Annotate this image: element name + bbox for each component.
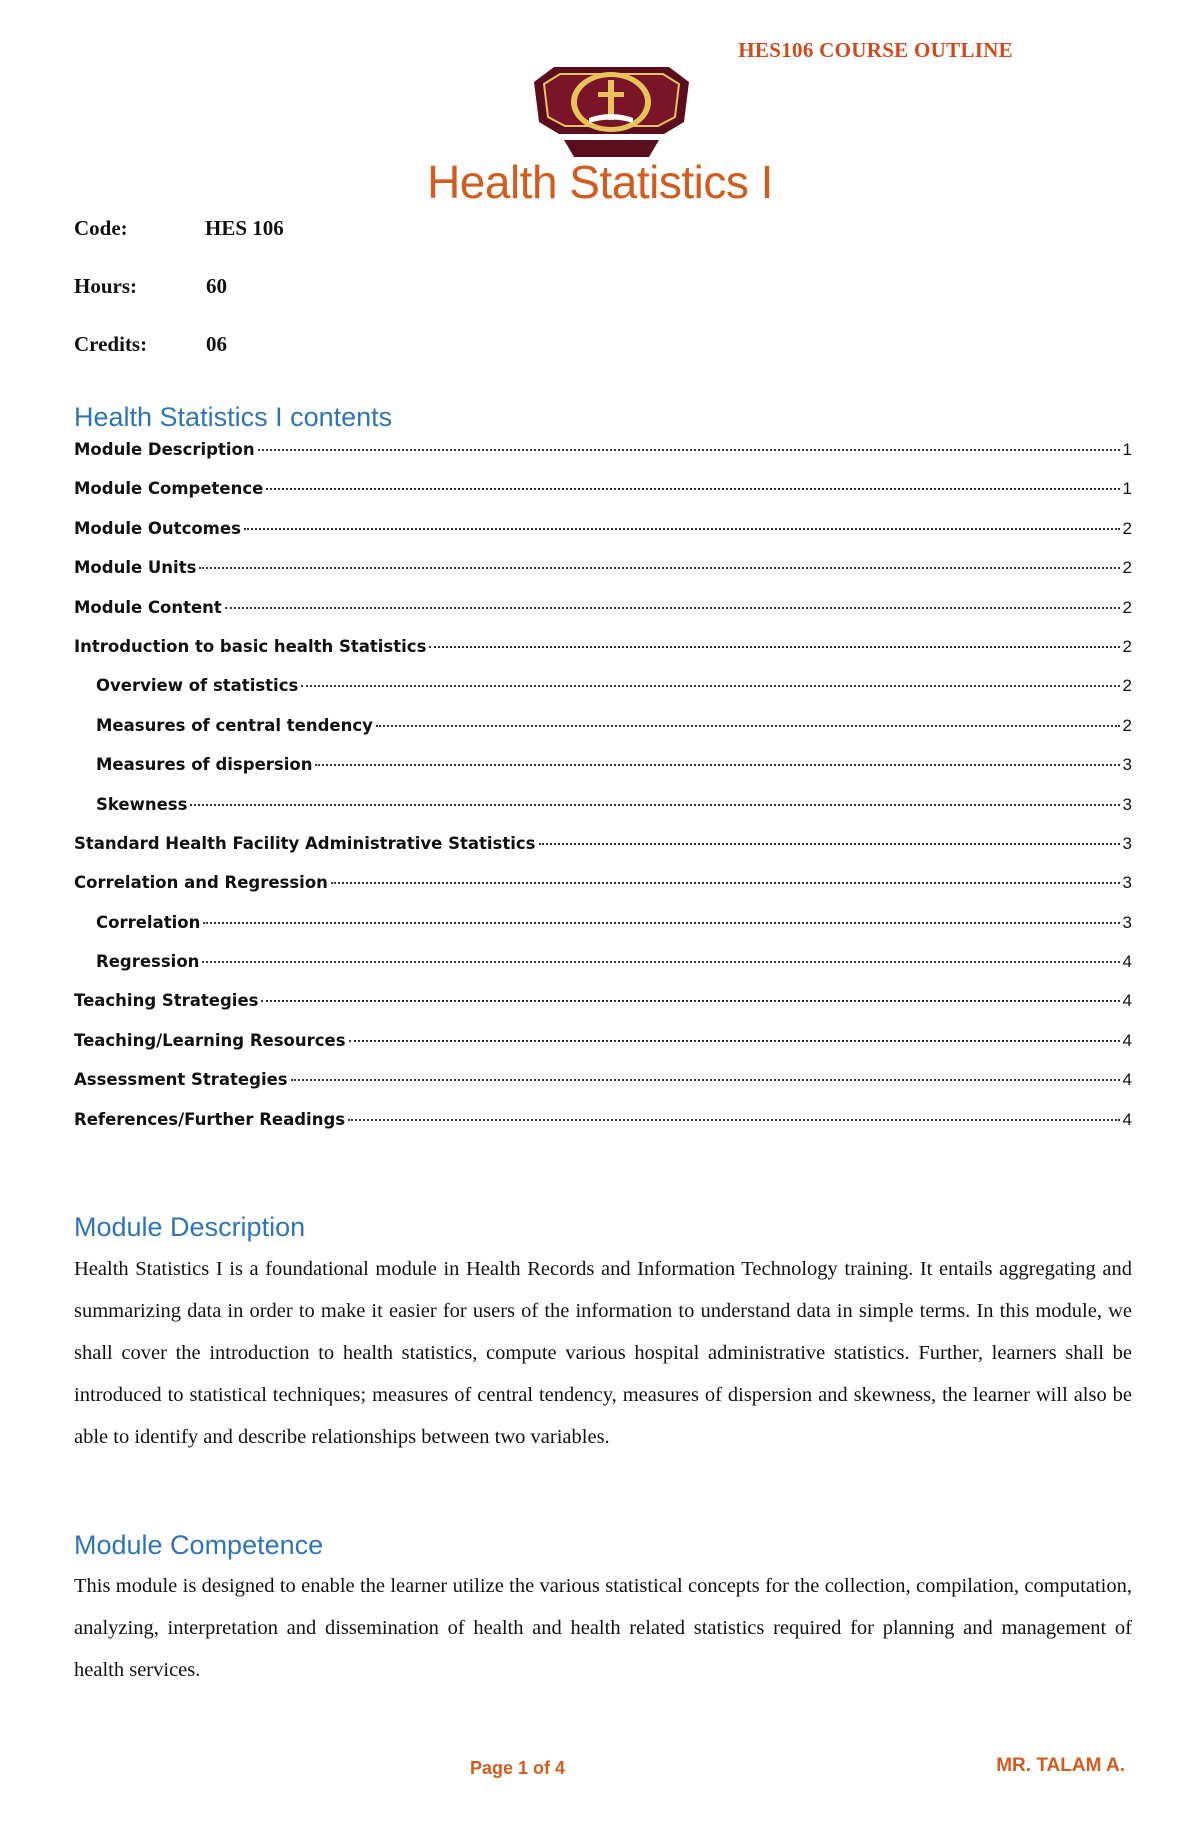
- toc-entry[interactable]: Teaching/Learning Resources 4: [74, 1030, 1132, 1050]
- hours-label: Hours:: [74, 274, 137, 298]
- toc-subentry[interactable]: Measures of central tendency 2: [96, 715, 1132, 735]
- college-crest-logo: [524, 62, 699, 162]
- document-title: Health Statistics I: [427, 156, 773, 208]
- toc-entry[interactable]: Module Competence 1: [74, 479, 1132, 499]
- meta-code: [74, 216, 284, 241]
- toc-subentry[interactable]: Regression 4: [96, 952, 1132, 972]
- description-paragraph: Health Statistics I is a foundational module in Health Records and Information Technology training. It entails aggregating and summarizing data in order to make it easier for users of the information to understand data in simple terms. In this module, we shall cover the introduction to health statistics, compute various hospital administrative statistics. Further, learners shall be introduced to statistical techniques; measures of central tendency, measures of dispersion and skewness, the learner will also be able to identify and describe relationships between two variables.: [74, 1258, 1132, 1448]
- toc-entry[interactable]: Correlation and Regression 3: [74, 873, 1132, 893]
- toc-subentry[interactable]: Correlation 3: [96, 912, 1132, 932]
- toc-subentry[interactable]: Skewness 3: [96, 794, 1132, 814]
- toc-heading: Health Statistics I contents: [74, 402, 393, 432]
- code-value: HES 106: [205, 216, 284, 240]
- meta-hours: [74, 274, 227, 299]
- toc-subentry[interactable]: Overview of statistics 2: [96, 676, 1132, 696]
- toc-entry[interactable]: Introduction to basic health Statistics 2: [74, 636, 1132, 656]
- page-number: Page 1 of 4: [470, 1758, 566, 1778]
- credits-label: Credits:: [74, 332, 148, 356]
- toc-entry[interactable]: Module Description 1: [74, 440, 1132, 459]
- author-name: MR. TALAM A.: [996, 1755, 1125, 1776]
- toc-entry[interactable]: Standard Health Facility Administrative Statistics 3: [74, 833, 1132, 853]
- table-of-contents: [74, 440, 1132, 1149]
- toc-entry[interactable]: Assessment Strategies 4: [74, 1070, 1132, 1090]
- header-title: HES106 COURSE OUTLINE: [738, 38, 1013, 62]
- toc-entry[interactable]: Module Content 2: [74, 597, 1132, 617]
- toc-subentry[interactable]: Measures of dispersion 3: [96, 755, 1132, 775]
- meta-credits: [74, 332, 227, 357]
- toc-entry[interactable]: Teaching Strategies 4: [74, 991, 1132, 1011]
- toc-entry[interactable]: Module Units 2: [74, 558, 1132, 578]
- section-heading-competence: Module Competence: [74, 1530, 324, 1560]
- code-label: Code:: [74, 216, 128, 240]
- section-heading-description: Module Description: [74, 1212, 306, 1242]
- competence-paragraph: This module is designed to enable the learner utilize the various statistical concepts for the collection, compilation, computation, analyzing, interpretation and dissemination of health and health related statistics required for planning and management of health services.: [74, 1575, 1132, 1681]
- hours-value: 60: [206, 274, 227, 298]
- toc-entry[interactable]: Module Outcomes 2: [74, 518, 1132, 538]
- toc-entry[interactable]: References/Further Readings 4: [74, 1109, 1132, 1129]
- credits-value: 06: [206, 332, 227, 356]
